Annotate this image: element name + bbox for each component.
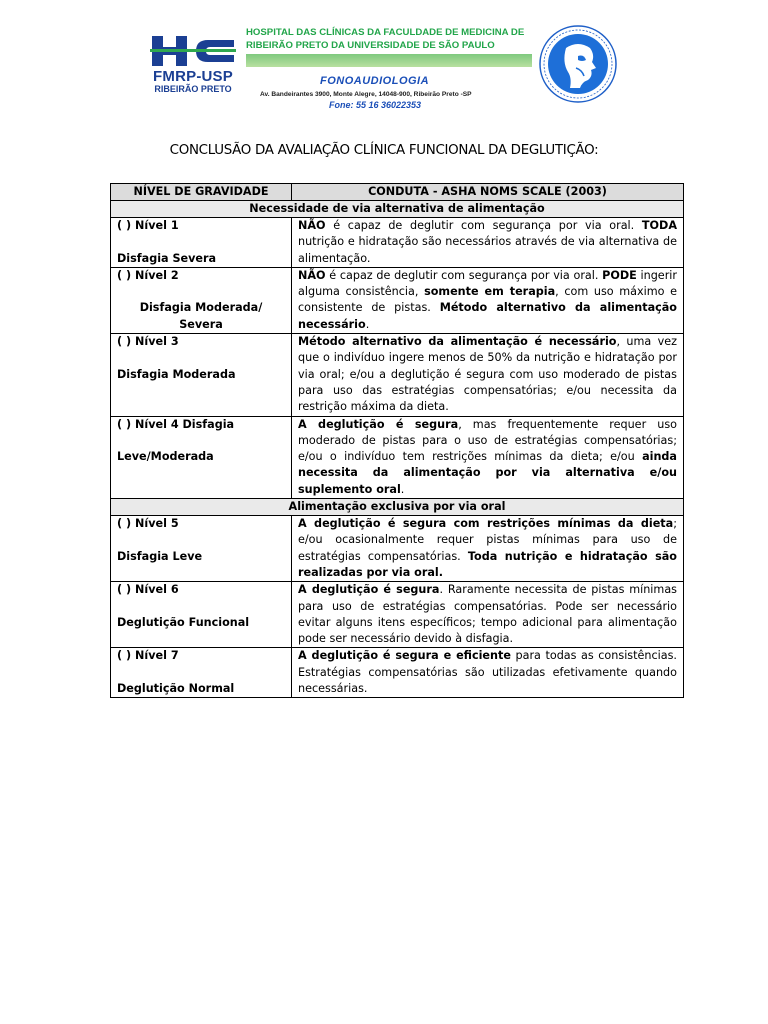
table-row [111, 516, 684, 582]
hospital-address: Av. Bandeirantes 3900, Monte Alegre, 14048-900, Ribeirão Preto -SP [260, 91, 472, 98]
section-oral-feeding: Alimentação exclusiva por via oral [111, 499, 684, 516]
section-alternative-feeding: Necessidade de via alternativa de alimentação [111, 201, 684, 218]
conduct-cell [292, 416, 684, 498]
hospital-name: HOSPITAL DAS CLÍNICAS DA FACULDADE DE MEDICINA DE RIBEIRÃO PRETO DA UNIVERSIDADE DE SÃO PAULO [246, 27, 525, 51]
conduct-text: . [365, 317, 370, 331]
conduct-text: é capaz de deglutir com segurança por via oral. [325, 219, 642, 232]
conduct-text-bold: A deglutição é segura [298, 583, 440, 597]
severity-label: Disfagia Moderada/ Severa [139, 301, 263, 331]
hc-letters-icon [150, 34, 236, 68]
conduct-text-bold: somente em terapia [424, 285, 556, 299]
table-row [111, 334, 684, 416]
level-cell [111, 516, 292, 582]
conduct-text: . [400, 482, 405, 496]
conduct-text: para todas as consistências. Estratégias compensatórias são utilizadas efetivamente quando necessárias. [298, 649, 677, 696]
conduct-cell [292, 648, 684, 698]
conduct-text-bold: A deglutição é segura e eficiente [298, 649, 511, 663]
conduct-text-bold: PODE [602, 268, 637, 282]
conduct-text-bold: Método alternativo da alimentação é necessário [298, 335, 617, 349]
table-row [111, 416, 684, 498]
conduct-text: ; e/ou ocasionalmente requer pistas mínimas para uso de estratégias compensatórias. [298, 517, 677, 563]
level-label: ( ) Nível 4 Disfagia [117, 417, 235, 431]
fonoaudiologia-seal-icon [538, 22, 618, 106]
severity-label: Disfagia Leve [117, 549, 203, 563]
column-header-conduct: CONDUTA - ASHA NOMS SCALE (2003) [292, 184, 684, 201]
section-oral-feeding-row [111, 499, 684, 516]
level-cell [111, 218, 292, 268]
hc-logo-city: RIBEIRÃO PRETO [154, 84, 232, 94]
conduct-cell [292, 334, 684, 416]
table-row [111, 648, 684, 698]
conduct-text: ingerir alguma consistência, [298, 268, 677, 299]
conduct-text-bold: ainda necessita da alimentação por via alternativa e/ou suplemento oral [298, 450, 677, 496]
severity-label: Deglutição Funcional [117, 615, 250, 629]
hc-logo-name: FMRP-USP [153, 68, 233, 85]
level-label: ( ) Nível 3 [117, 335, 179, 349]
hc-fmrp-logo [148, 34, 238, 96]
severity-label: Disfagia Moderada [117, 367, 236, 381]
table-header-row [111, 184, 684, 201]
conduct-text-bold: A deglutição é segura com restrições mínimas da dieta [298, 517, 674, 531]
level-label: ( ) Nível 7 [117, 649, 179, 663]
conduct-text: nutrição e hidratação são necessários através de via alternativa de alimentação. [298, 235, 677, 265]
level-label: ( ) Nível 6 [117, 583, 179, 597]
conduct-text: é capaz de deglutir com segurança por via oral. [325, 268, 603, 282]
column-header-level: NÍVEL DE GRAVIDADE [111, 184, 292, 201]
level-label: ( ) Nível 2 [117, 268, 179, 282]
conduct-text-bold: NÃO [298, 219, 326, 232]
table-row [111, 218, 684, 268]
level-cell [111, 334, 292, 416]
level-label: ( ) Nível 1 [117, 219, 179, 232]
conduct-text: . Raramente necessita de pistas mínimas para uso de estratégias compensatórias. Pode ser necessário evitar alguns itens específicos; tempo adicional para alimentação pode ser necessário devido à disfagia. [298, 583, 677, 646]
conduct-text: , mas frequentemente requer uso moderado de pistas para o uso de estratégias compensatórias; e/ou o indivíduo tem restrições mínimas da dieta; e/ou [298, 417, 677, 464]
level-cell [111, 582, 292, 648]
severity-label: Deglutição Normal [117, 682, 235, 696]
conduct-text-bold: Método alternativo da alimentação necessário [298, 301, 677, 331]
asha-noms-table [110, 183, 684, 698]
conduct-text: , uma vez que o indivíduo ingere menos de 50% da nutrição e hidratação por via oral; e/ou a deglutição é segura com uso moderado de pistas para uso das estratégias compensatórias; e/ou necessita da restrição máxima da dieta. [298, 335, 678, 414]
conduct-cell [292, 516, 684, 582]
page-title: CONCLUSÃO DA AVALIAÇÃO CLÍNICA FUNCIONAL DA DEGLUTIÇÃO: [169, 143, 599, 158]
header-divider [246, 54, 532, 67]
conduct-text-bold: NÃO [298, 268, 326, 282]
conduct-cell [292, 582, 684, 648]
level-cell [111, 267, 292, 333]
severity-label: Leve/Moderada [117, 450, 214, 464]
table-row [111, 582, 684, 648]
section-alternative-feeding-row [111, 201, 684, 218]
hospital-phone: Fone: 55 16 36022353 [329, 100, 422, 110]
department-name: FONOAUDIOLOGIA [320, 75, 430, 87]
conduct-cell [292, 267, 684, 333]
conduct-text-bold: A deglutição é segura [298, 417, 459, 431]
level-cell [111, 648, 292, 698]
conduct-cell [292, 218, 684, 268]
conduct-text: , com uso máximo e consistente de pistas. [298, 285, 677, 315]
conduct-text-bold: Toda nutrição e hidratação são realizadas por via oral. [298, 549, 677, 579]
conduct-text-bold: TODA [641, 219, 677, 232]
severity-label: Disfagia Severa [117, 251, 217, 265]
level-cell [111, 416, 292, 498]
table-row [111, 267, 684, 333]
level-label: ( ) Nível 5 [117, 517, 179, 531]
